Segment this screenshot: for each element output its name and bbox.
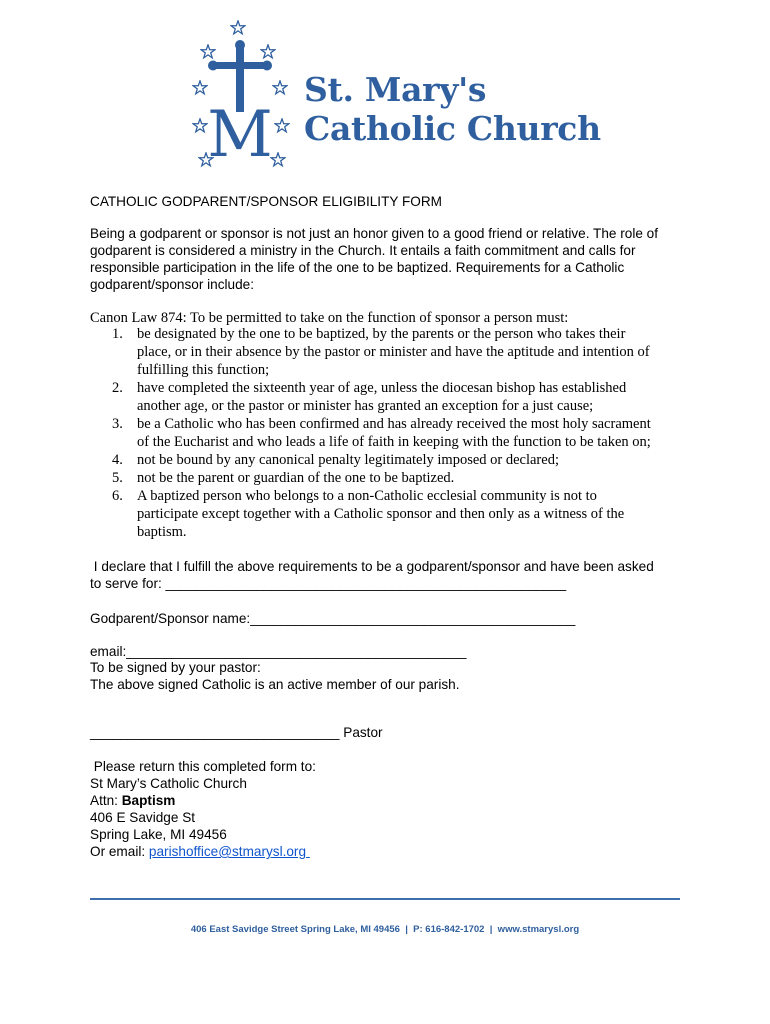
star-icon bbox=[231, 21, 245, 34]
return-address bbox=[90, 758, 316, 860]
requirement-line: another age, or the pastor or minister has granted an exception for a just cause; bbox=[137, 398, 594, 414]
requirement-item bbox=[90, 487, 685, 541]
star-icon bbox=[193, 119, 207, 132]
declaration-line: I declare that I fulfill the above requirements to be a godparent/sponsor and have been asked bbox=[90, 559, 654, 574]
intro-line: Being a godparent or sponsor is not just an honor given to a good friend or relative. The role of bbox=[90, 226, 659, 241]
requirement-number: 6. bbox=[112, 488, 123, 504]
requirement-line: participate except together with a Catholic sponsor and then only as a witness of the bbox=[137, 506, 625, 522]
star-icon bbox=[261, 45, 275, 58]
pastor-signature-field[interactable]: _________________________________ Pastor bbox=[90, 725, 383, 740]
star-icon bbox=[201, 45, 215, 58]
attn-value: Baptism bbox=[121, 793, 176, 808]
requirement-number: 2. bbox=[112, 380, 123, 396]
requirement-line: baptism. bbox=[137, 524, 187, 540]
requirement-item bbox=[90, 451, 685, 469]
email-link[interactable]: parishoffice@stmarysl.org bbox=[148, 844, 310, 859]
footer-contact: 406 East Savidge Street Spring Lake, MI 49456 | P: 616-842-1702 | www.stmarysl.org bbox=[190, 924, 580, 935]
requirement-item bbox=[90, 325, 685, 379]
return-church: St Mary’s Catholic Church bbox=[90, 776, 247, 791]
requirement-number: 4. bbox=[112, 452, 123, 468]
footer-divider bbox=[90, 898, 680, 900]
return-street: 406 E Savidge St bbox=[90, 810, 196, 825]
requirement-line: be designated by the one to be baptized, by the parents or the person who takes their bbox=[137, 326, 626, 342]
requirement-number: 1. bbox=[112, 326, 123, 342]
requirement-line: A baptized person who belongs to a non-Catholic ecclesial community is not to bbox=[137, 488, 597, 504]
logo-text bbox=[304, 70, 601, 148]
return-intro: Please return this completed form to: bbox=[90, 759, 316, 774]
requirement-line: place, or in their absence by the pastor or minister and have the aptitude and intention of bbox=[137, 344, 650, 360]
return-email-row bbox=[90, 843, 316, 860]
requirement-line: not be bound by any canonical penalty legitimately imposed or declared; bbox=[137, 452, 559, 468]
intro-line: godparent/sponsor include: bbox=[90, 277, 254, 292]
serve-for-field[interactable]: to serve for: _____________________________________________________ bbox=[90, 576, 567, 591]
requirement-line: be a Catholic who has been confirmed and has already received the most holy sacrament bbox=[137, 416, 651, 432]
canon-law-intro: Canon Law 874: To be permitted to take on the function of sponsor a person must: bbox=[90, 310, 569, 326]
requirement-line: have completed the sixteenth year of age, unless the diocesan bishop has established bbox=[137, 380, 627, 396]
requirement-number: 5. bbox=[112, 470, 123, 486]
godparent-name-field[interactable]: Godparent/Sponsor name:___________________________________________ bbox=[90, 611, 576, 626]
active-member-statement: The above signed Catholic is an active member of our parish. bbox=[90, 677, 460, 692]
declaration bbox=[90, 558, 690, 592]
m-monogram-icon: M bbox=[207, 98, 273, 172]
logo-line-2: Catholic Church bbox=[304, 109, 601, 148]
pastor-sign-instruction: To be signed by your pastor: bbox=[90, 660, 261, 675]
star-icon bbox=[193, 81, 207, 94]
logo-line-1: St. Mary's bbox=[304, 70, 487, 109]
requirement-item bbox=[90, 469, 685, 487]
requirement-line: fulfilling this function; bbox=[137, 362, 270, 378]
star-icon bbox=[271, 153, 285, 166]
return-attn bbox=[90, 792, 316, 809]
email-label: Or email: bbox=[90, 844, 149, 859]
star-icon bbox=[275, 119, 289, 132]
intro-line: godparent is considered a ministry in the Church. It entails a faith commitment and calls for bbox=[90, 243, 636, 258]
requirement-item bbox=[90, 415, 685, 451]
requirement-line: not be the parent or guardian of the one to be baptized. bbox=[137, 470, 455, 486]
requirement-item bbox=[90, 379, 685, 415]
requirements-list bbox=[90, 325, 685, 541]
star-icon bbox=[273, 81, 287, 94]
intro-line: responsible participation in the life of the one to be baptized. Requirements for a Catholic bbox=[90, 260, 625, 275]
requirement-line: of the Eucharist and who leads a life of faith in keeping with the function to be taken on; bbox=[137, 434, 651, 450]
form-title: CATHOLIC GODPARENT/SPONSOR ELIGIBILITY FORM bbox=[90, 194, 442, 209]
email-field[interactable]: email:_____________________________________________ bbox=[90, 644, 467, 659]
attn-label: Attn: bbox=[90, 793, 122, 808]
intro-paragraph bbox=[90, 225, 680, 293]
requirement-number: 3. bbox=[112, 416, 123, 432]
return-city: Spring Lake, MI 49456 bbox=[90, 827, 227, 842]
